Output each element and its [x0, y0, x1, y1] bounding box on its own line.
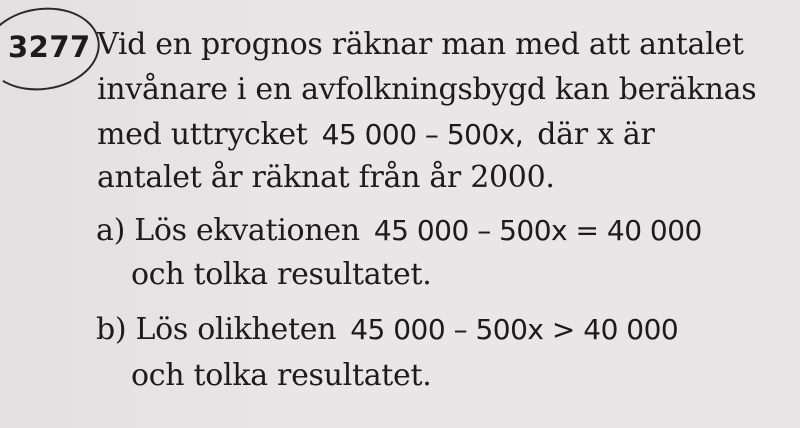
problem-text-line-3-end: där x är [537, 117, 655, 152]
part-b-line-2: och tolka resultatet. [131, 358, 432, 393]
problem-text-line-3 [97, 117, 655, 152]
problem-number: 3277 [8, 30, 91, 64]
part-a-line-2: och tolka resultatet. [131, 257, 432, 292]
problem-text-line-3-start: med uttrycket [97, 117, 308, 152]
problem-text-line-2: invånare i en avfolkningsbygd kan beräknas [97, 72, 757, 107]
part-b-label: b) Lös olikheten [96, 312, 337, 347]
problem-text-line-1: Vid en prognos räknar man med att antalet [97, 27, 744, 62]
part-a-line-1 [96, 213, 702, 248]
part-a-equation: 45 000 – 500x = 40 000 [373, 214, 702, 247]
part-a-label: a) Lös ekvationen [96, 213, 360, 248]
problem-text-line-4: antalet år räknat från år 2000. [97, 160, 555, 195]
part-b-line-1 [96, 312, 678, 347]
part-b-inequality: 45 000 – 500x > 40 000 [350, 313, 679, 346]
problem-expression: 45 000 – 500x, [321, 118, 524, 151]
